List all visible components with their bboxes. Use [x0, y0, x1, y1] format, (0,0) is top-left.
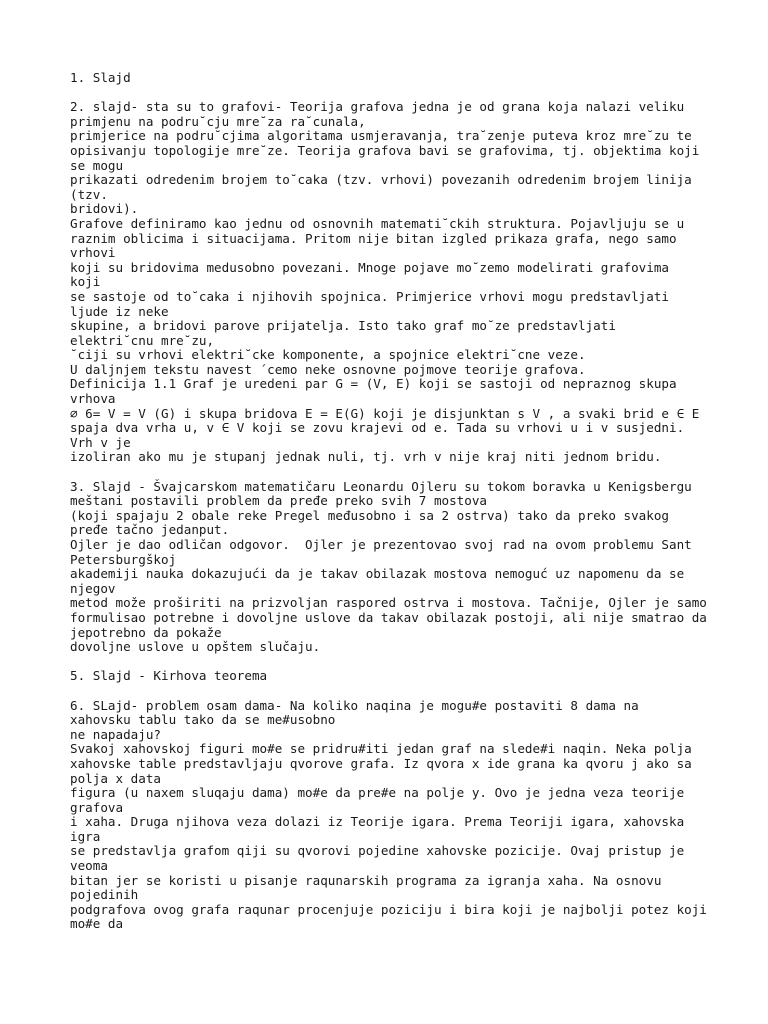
text-line: izoliran ako mu je stupanj jednak nuli, tj. vrh v nije kraj niti jednom bridu. [70, 449, 662, 465]
paragraph [70, 699, 760, 933]
text-line: koji [70, 274, 101, 290]
text-line: 2. slajd- sta su to grafovi- Teorija grafova jedna je od grana koja nalazi veliku [70, 99, 685, 115]
text-line: pređe tačno jedanput. [70, 522, 230, 538]
text-line: 1. Slajd [70, 70, 131, 85]
text-line: spaja dva vrha u, v ∈ V koji se zovu krajevi od e. Tada su vrhovi u i v susjedni. [70, 420, 685, 436]
text-line: ne napadaju? [70, 726, 161, 742]
text-line: podgrafova ovog grafa raqunar procenjuje poziciju i bira koji je najbolji potez koji [70, 901, 707, 917]
document-page [70, 71, 760, 947]
text-line: bitan jer se koristi u pisanje raqunarskih programa za igranja xaha. Na osnovu [70, 872, 662, 888]
text-line: (tzv. [70, 186, 108, 202]
text-line: prikazati odredenim brojem to˘caka (tzv. vrhovi) povezanih odredenim brojem linija [70, 172, 692, 188]
text-line: (koji spajaju 2 obale reke Pregel međusobno i sa 2 ostrva) tako da preko svakog [70, 507, 669, 523]
text-line: pojedinih [70, 887, 139, 903]
text-line: formulisao potrebne i dovoljne uslove da takav obilazak postoji, ali nije smatrao da [70, 609, 707, 625]
text-line: polja x data [70, 770, 161, 786]
text-line: se predstavlja grafom qiji su qvorovi pojedine xahovske pozicije. Ovaj pristup je [70, 843, 685, 859]
text-line: skupine, a bridovi parove prijatelja. Isto tako graf mo˘ze predstavljati [70, 318, 616, 334]
text-line: meštani postavili problem da pređe preko svih 7 mostova [70, 493, 488, 509]
text-line: elektri˘cnu mre˘zu, [70, 332, 215, 348]
text-line: primjerice na podru˘cjima algoritama usmjeravanja, tra˘zenje puteva kroz mre˘zu te [70, 128, 692, 144]
text-line: igra [70, 828, 101, 844]
text-line: grafova [70, 799, 124, 815]
text-line: metod može proširiti na prizvoljan raspored ostrva i mostova. Tačnije, Ojler je samo [70, 595, 707, 611]
text-line: se mogu [70, 157, 124, 173]
text-line: Definicija 1.1 Graf je uredeni par G = (V, E) koji se sastoji od nepraznog skupa [70, 376, 677, 392]
text-line: jepotrebno da pokaže [70, 624, 222, 640]
text-line: vrhovi [70, 245, 116, 261]
text-line: se sastoje od to˘caka i njihovih spojnica. Primjerice vrhovi mogu predstavljati [70, 288, 669, 304]
text-line: primjenu na podru˘cju mre˘za ra˘cunala, [70, 113, 366, 129]
text-line: ˘ciji su vrhovi elektri˘cke komponente, a spojnice elektri˘cne veze. [70, 347, 586, 363]
text-line: i xaha. Druga njihova veza dolazi iz Teorije igara. Prema Teoriji igara, xahovska [70, 814, 685, 830]
text-line: U daljnjem tekstu navest ´cemo neke osnovne pojmove teorije grafova. [70, 361, 586, 377]
text-line: 3. Slajd - Švajcarskom matematičaru Leonardu Ojleru su tokom boravka u Kenigsbergu [70, 478, 692, 494]
text-line: bridovi). [70, 201, 139, 217]
text-line: xahovsku tablu tako da se me#usobno [70, 712, 336, 728]
text-line: Vrh v je [70, 434, 131, 450]
text-line: Grafove definiramo kao jednu od osnovnih matemati˘ckih struktura. Pojavljuju se u [70, 215, 685, 231]
text-line: ljude iz neke [70, 303, 169, 319]
text-line: 5. Slajd - Kirhova teorema [70, 668, 268, 684]
text-line: xahovske table predstavljaju qvorove grafa. Iz qvora x ide grana ka qvoru j ako sa [70, 755, 692, 771]
paragraph [70, 100, 760, 465]
text-line: raznim oblicima i situacijama. Pritom nije bitan izgled prikaza grafa, nego samo [70, 230, 677, 246]
text-line: veoma [70, 858, 108, 874]
text-line: Ojler je dao odličan odgovor. Ojler je prezentovao svoj rad na ovom problemu Sant [70, 537, 692, 552]
paragraph [70, 480, 760, 655]
text-line: Petersburgškoj [70, 551, 177, 567]
text-line: koji su bridovima medusobno povezani. Mnoge pojave mo˘zemo modelirati grafovima [70, 259, 669, 275]
text-line: njegov [70, 580, 116, 596]
text-line: figura (u naxem sluqaju dama) mo#e da pre#e na polje y. Ovo je jedna veza teorije [70, 785, 685, 801]
paragraph [70, 71, 760, 86]
text-line: ∅ 6= V = V (G) i skupa bridova E = E(G) koji je disjunktan s V , a svaki brid e ∈ E [70, 405, 700, 421]
text-line: akademiji nauka dokazujući da je takav obilazak mostova nemoguć uz napomenu da se [70, 566, 685, 582]
paragraph [70, 669, 760, 684]
text-line: vrhova [70, 391, 116, 407]
text-line: opisivanju topologije mre˘ze. Teorija grafova bavi se grafovima, tj. objektima koji [70, 142, 700, 158]
text-line: 6. SLajd- problem osam dama- Na koliko naqina je mogu#e postaviti 8 dama na [70, 697, 639, 713]
text-line: dovoljne uslove u opštem slučaju. [70, 639, 321, 655]
text-line: Svakoj xahovskoj figuri mo#e se pridru#iti jedan graf na slede#i naqin. Neka polja [70, 741, 692, 757]
text-line: mo#e da [70, 916, 124, 932]
